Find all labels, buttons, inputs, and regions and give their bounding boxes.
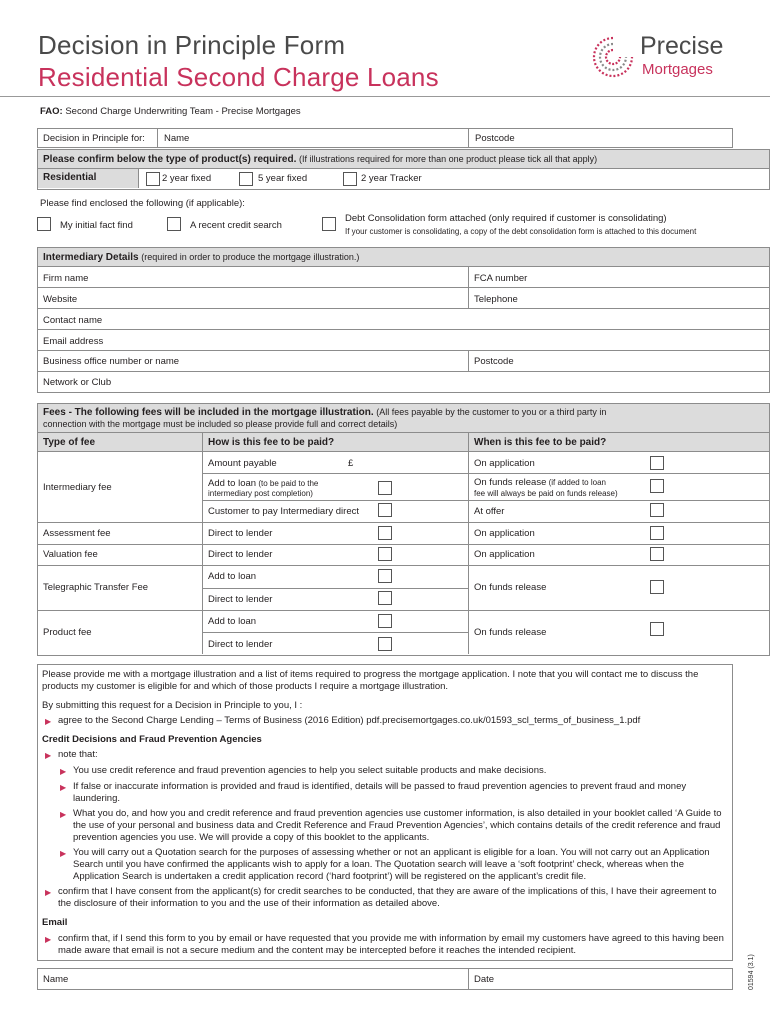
credit-heading: Credit Decisions and Fraud Prevention Agencies (42, 734, 262, 745)
sub-bullet-2-text: If false or inaccurate information is provided and fraud is identified, details will be passed to fraud prevention agencies to prevent fraud and money laundering. (73, 781, 687, 804)
fees-heading-note1: (All fees payable by the customer to you or a third party in (376, 407, 607, 417)
2-year-tracker-label: 2 year Tracker (361, 173, 422, 184)
signoff-name-field[interactable]: Name (43, 974, 69, 985)
office-field[interactable]: Business office number or name (43, 356, 180, 367)
bullet-arrow-icon: ▶ (60, 810, 67, 819)
intermediary-table (37, 267, 770, 393)
funds-release-checkbox-1[interactable] (650, 479, 664, 493)
assessment-on-application-label: On application (474, 528, 535, 539)
valuation-on-application-checkbox[interactable] (650, 547, 664, 561)
funds-release-note-a: (if added to loan (548, 478, 606, 487)
bullet-email-text: confirm that, if I send this form to you by email or have requested that you provide me with information by email my customers have agreed to this having been made aware that email is not a secure medium and the content may be intercepted before it reaches the intended recipient. (58, 933, 724, 956)
network-field[interactable]: Network or Club (43, 377, 112, 388)
email-address-field[interactable]: Email address (43, 336, 104, 347)
bullet-email (45, 933, 728, 957)
fees-column-header (37, 432, 770, 452)
2-year-tracker-checkbox[interactable] (343, 172, 357, 186)
intermediary-fee-label: Intermediary fee (43, 482, 112, 493)
sub-bullet-4 (60, 847, 728, 883)
sub-bullet-2 (60, 781, 728, 805)
logo-name: Precise (640, 32, 724, 60)
bullet-terms (45, 715, 728, 727)
form-reference: 01594 (3.1) (748, 954, 755, 990)
fao-label: FAO: (40, 106, 63, 117)
bullet-consent (45, 886, 728, 910)
bullet-arrow-icon: ▶ (45, 888, 52, 897)
valuation-fee-label: Valuation fee (43, 549, 98, 560)
assessment-on-application-checkbox[interactable] (650, 526, 664, 540)
debt-consolidation-label: Debt Consolidation form attached (only required if customer is consolidating) (345, 213, 667, 224)
funds-release-note-b: fee will always be paid on funds release) (474, 489, 618, 498)
5-year-fixed-checkbox[interactable] (239, 172, 253, 186)
assessment-direct-checkbox[interactable] (378, 526, 392, 540)
on-application-checkbox-1[interactable] (650, 456, 664, 470)
product-direct-label: Direct to lender (208, 639, 273, 650)
firm-name-field[interactable]: Firm name (43, 273, 89, 284)
debt-consolidation-checkbox[interactable] (322, 217, 336, 231)
sub-bullet-4-text: You will carry out a Quotation search for the purposes of assessing whether or not an applicant is eligible for a loan. You will not carry out an Application Search until you have confirmed the applicants wish to apply for a loan. The Quotation search will leave a ‘soft footprint’ check, whereas when the Application Search is undertaken a credit application record (‘hard footprint’) will be registered on the applicant’s credit file. (73, 847, 710, 882)
product-add-to-loan-checkbox[interactable] (378, 614, 392, 628)
intermediary-heading: Intermediary Details (43, 252, 139, 263)
tt-add-to-loan-checkbox[interactable] (378, 569, 392, 583)
website-field[interactable]: Website (43, 294, 78, 305)
dip-label: Decision in Principle for: (43, 133, 145, 144)
dip-name-field[interactable]: Name (164, 133, 190, 144)
declaration-intro: Please provide me with a mortgage illustration and a list of items required to progress the mortgage application. I note that you will contact me to discuss the products my customer is eligible for and which of those products I require a mortgage illustration. (42, 669, 699, 692)
when-paid-header: When is this fee to be paid? (474, 437, 607, 448)
fao-value: Second Charge Underwriting Team - Precise Mortgages (65, 106, 301, 117)
tt-add-to-loan-label: Add to loan (208, 571, 257, 582)
bullet-arrow-icon: ▶ (60, 783, 67, 792)
product-row (37, 169, 770, 190)
product-fee-label: Product fee (43, 627, 92, 638)
2-year-fixed-checkbox[interactable] (146, 172, 160, 186)
at-offer-label: At offer (474, 506, 505, 517)
office-postcode-field[interactable]: Postcode (474, 356, 514, 367)
bullet-arrow-icon: ▶ (45, 935, 52, 944)
add-to-loan-paid-main: Add to loan (208, 478, 257, 489)
fees-header (37, 403, 770, 433)
type-of-fee-header: Type of fee (43, 437, 96, 448)
sub-bullet-3 (60, 808, 728, 844)
credit-search-checkbox[interactable] (167, 217, 181, 231)
valuation-on-application-label: On application (474, 549, 535, 560)
add-to-loan-paid-note2: intermediary post completion) (208, 489, 313, 498)
product-direct-checkbox[interactable] (378, 637, 392, 651)
bullet-arrow-icon: ▶ (60, 849, 67, 858)
precise-logo (588, 30, 748, 90)
logo-swirl-icon (590, 34, 636, 80)
product-funds-release-checkbox[interactable] (650, 622, 664, 636)
fact-find-checkbox[interactable] (37, 217, 51, 231)
customer-to-pay-checkbox[interactable] (378, 503, 392, 517)
intermediary-heading-note: (required in order to produce the mortgage illustration.) (141, 252, 360, 262)
valuation-direct-label: Direct to lender (208, 549, 273, 560)
sub-bullet-1 (60, 765, 728, 777)
bullet-arrow-icon: ▶ (45, 717, 52, 726)
tt-funds-release-label: On funds release (474, 582, 547, 593)
funds-release-label-1 (474, 477, 606, 488)
form-subtitle: Residential Second Charge Loans (38, 62, 439, 92)
assessment-direct-label: Direct to lender (208, 528, 273, 539)
telephone-field[interactable]: Telephone (474, 294, 518, 305)
tt-direct-label: Direct to lender (208, 594, 273, 605)
fact-find-label: My initial fact find (60, 220, 133, 231)
bullet-note-that (45, 749, 728, 761)
sub-bullet-1-text: You use credit reference and fraud prevention agencies to help you select suitable products and make decisions. (73, 765, 547, 776)
on-application-label-1: On application (474, 458, 535, 469)
fca-number-field[interactable]: FCA number (474, 273, 528, 284)
tt-fee-label: Telegraphic Transfer Fee (43, 582, 149, 593)
amount-payable-label: Amount payable (208, 458, 277, 469)
product-header (37, 149, 770, 169)
signoff-row (37, 968, 733, 990)
add-to-loan-paid-checkbox[interactable] (378, 481, 392, 495)
form-title: Decision in Principle Form (38, 30, 346, 60)
product-funds-release-label: On funds release (474, 627, 547, 638)
logo-sub: Mortgages (642, 61, 713, 78)
product-heading: Please confirm below the type of product(s) required. (43, 154, 297, 165)
valuation-direct-checkbox[interactable] (378, 547, 392, 561)
how-paid-header: How is this fee to be paid? (208, 437, 335, 448)
bullet-note-that-text: note that: (58, 749, 98, 760)
credit-search-label: A recent credit search (190, 220, 282, 231)
add-to-loan-paid-note1: (to be paid to the (258, 479, 319, 488)
funds-release-main-1: On funds release (474, 477, 547, 488)
assessment-fee-label: Assessment fee (43, 528, 111, 539)
fao-line (40, 106, 301, 117)
enclosed-intro: Please find enclosed the following (if applicable): (40, 198, 245, 209)
product-heading-note: (If illustrations required for more than one product please tick all that apply) (299, 154, 598, 164)
customer-to-pay-label: Customer to pay Intermediary direct (208, 506, 360, 517)
tt-direct-checkbox[interactable] (378, 591, 392, 605)
contact-name-field[interactable]: Contact name (43, 315, 103, 326)
bullet-terms-text: agree to the Second Charge Lending – Terms of Business (2016 Edition) pdf.precisemortgages.co.uk/01593_scl_terms_of_business_1.pdf (58, 715, 641, 726)
header-divider (0, 96, 770, 97)
2-year-fixed-label: 2 year fixed (162, 173, 212, 184)
declaration-by-submitting: By submitting this request for a Decision in Principle to you, I : (42, 700, 303, 711)
residential-label: Residential (43, 172, 97, 183)
fees-table (37, 452, 770, 656)
debt-consolidation-note: If your customer is consolidating, a copy of the debt consolidation form is attached to this document (345, 227, 697, 236)
intermediary-header (37, 247, 770, 267)
tt-funds-release-checkbox[interactable] (650, 580, 664, 594)
email-heading: Email (42, 917, 68, 928)
dip-postcode-field[interactable]: Postcode (475, 133, 515, 144)
fees-heading: Fees - The following fees will be included in the mortgage illustration. (43, 407, 374, 418)
amount-payable-field[interactable]: £ (348, 458, 354, 469)
product-add-to-loan-label: Add to loan (208, 616, 257, 627)
fees-heading-note2: connection with the mortgage must be included so please provide full and correct details) (43, 419, 398, 429)
dip-row (37, 128, 733, 148)
signoff-date-field[interactable]: Date (474, 974, 495, 985)
at-offer-checkbox[interactable] (650, 503, 664, 517)
bullet-arrow-icon: ▶ (45, 751, 52, 760)
residential-label-cell (38, 169, 139, 188)
5-year-fixed-label: 5 year fixed (258, 173, 308, 184)
bullet-arrow-icon: ▶ (60, 767, 67, 776)
add-to-loan-paid-label (208, 478, 318, 489)
sub-bullet-3-text: What you do, and how you and credit reference and fraud prevention agencies use customer information, is also detailed in your booklet called ‘A Guide to the use of your personal and business data and Credit Reference and Fraud Prevention Agencies’, which contains details of the credit reference and fraud prevention agencies you use. We will provide a copy of this booklet to the applicants. (73, 808, 722, 843)
bullet-consent-text: confirm that I have consent from the applicant(s) for credit searches to be conducted, that they are aware of the implications of this, I have their agreement to the disclosure of their information to you and the use of their information as detailed above. (58, 886, 717, 909)
